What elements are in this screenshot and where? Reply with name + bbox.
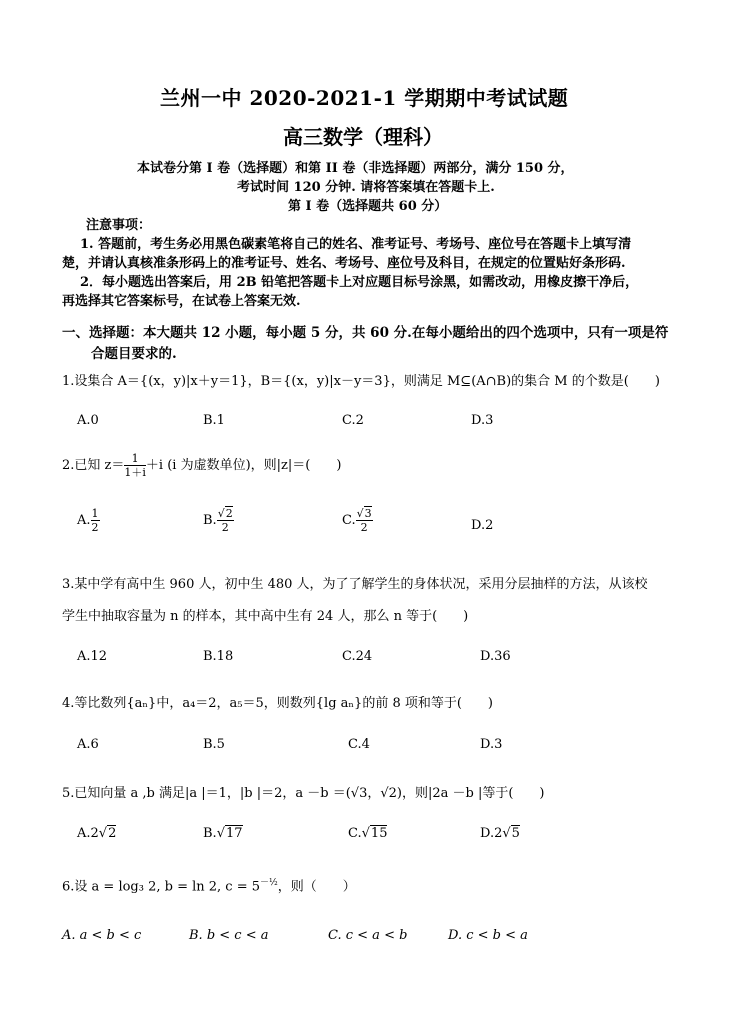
question-2-stem-suffix: ＋i (i 为虚数单位)，则|z|＝( ) — [145, 458, 342, 473]
notice-line-3: 2．每小题选出答案后，用 2B 铅笔把答题卡上对应题目标号涂黑，如需改动，用橡皮擦干净后， — [80, 275, 639, 290]
question-5-option-d: D.2√5 — [480, 826, 520, 841]
question-2-option-c-label: C. — [342, 513, 356, 528]
question-3-line-1: 3.某中学有高中生 960 人，初中生 480 人，为了了解学生的身体状况，采用分层抽样的方法，从该校 — [62, 577, 648, 592]
info-line-2: 考试时间 120 分钟. 请将答案填在答题卡上. — [237, 180, 495, 195]
question-5-option-d-label: D.2 — [480, 826, 503, 841]
info-line-3: 第 I 卷（选择题共 60 分） — [288, 199, 448, 214]
question-2-fraction — [124, 453, 146, 478]
question-4-option-a: A.6 — [77, 737, 99, 752]
question-2-option-a-label: A. — [77, 513, 91, 528]
question-2-option-d: D.2 — [471, 518, 494, 533]
question-5-option-b-label: B. — [203, 826, 217, 841]
question-2-option-b-num: 2 — [225, 507, 233, 520]
question-2-option-b: B. $\frac{√2}{2}$ — [203, 507, 233, 534]
notice-line-2: 楚，并请认真核准条形码上的准考证号、姓名、考场号、座位号及科目，在规定的位置贴好条形码. — [62, 256, 626, 271]
question-2-option-a — [77, 508, 100, 533]
question-5-option-c-rad: 15 — [370, 826, 388, 841]
question-2-fraction-den: 1＋i — [124, 466, 146, 479]
question-5-option-a: A.2√2 — [77, 826, 117, 841]
question-3-option-a: A.12 — [77, 649, 108, 664]
question-1-option-b: B.1 — [203, 413, 225, 428]
question-6-stem-suffix: ，则（ ） — [277, 879, 356, 895]
question-5-stem: 5.已知向量 a ,b 满足|a |＝1，|b |＝2，a －b ＝(√3，√2)，则|2a －b |等于( ) — [62, 786, 545, 801]
question-6-option-b: B. b < c < a — [189, 928, 269, 943]
exam-subtitle: 高三数学（理科） — [283, 125, 443, 149]
question-6-option-a: A. a < b < c — [62, 928, 142, 943]
question-5-option-b-rad: 17 — [225, 826, 243, 841]
question-1-option-d: D.3 — [471, 413, 494, 428]
question-1-option-c: C.2 — [342, 413, 364, 428]
question-6-stem — [62, 875, 356, 894]
question-6-exponent: －½ — [260, 878, 278, 888]
question-6-option-c: C. c < a < b — [328, 928, 408, 943]
question-6-option-d: D. c < b < a — [448, 928, 528, 943]
notice-line-1: 1. 答题前，考生务必用黑色碳素笔将自己的姓名、准考证号、考场号、座位号在答题卡上填写清 — [80, 237, 632, 252]
question-5-option-d-rad: 5 — [511, 826, 520, 841]
question-2-stem-prefix: 2.已知 z＝ — [62, 458, 125, 473]
question-2-fraction-num: 1 — [124, 453, 146, 466]
question-1-option-a: A.0 — [77, 413, 99, 428]
question-5-option-c-label: C. — [348, 826, 362, 841]
question-2-option-c-den: 2 — [360, 521, 368, 534]
question-2-option-b-label: B. — [203, 513, 217, 528]
question-4-stem: 4.等比数列{aₙ}中，a₄＝2，a₅＝5，则数列{lg aₙ}的前 8 项和等于( ) — [62, 696, 493, 711]
question-3-line-2: 学生中抽取容量为 n 的样本，其中高中生有 24 人，那么 n 等于( ) — [62, 609, 469, 624]
question-4-option-d: D.3 — [480, 737, 503, 752]
question-1-stem: 1.设集合 A＝{(x，y)|x＋y＝1}，B＝{(x，y)|x－y＝3}，则满足 M⊆(A∩B)的集合 M 的个数是( ) — [62, 374, 660, 389]
section-heading-line-1: 一、选择题：本大题共 12 小题，每小题 5 分，共 60 分.在每小题给出的四个选项中，只有一项是符 — [62, 325, 669, 341]
question-2-option-c: C. $\frac{√3}{2}$ — [342, 507, 372, 534]
question-6-stem-prefix: 6.设 a = log₃ 2, b = ln 2, c = 5 — [62, 879, 261, 895]
question-4-option-b: B.5 — [203, 737, 225, 752]
question-3-option-d: D.36 — [480, 649, 511, 664]
question-2-option-a-num: 1 — [91, 507, 99, 520]
question-2-option-b-den: 2 — [221, 521, 229, 534]
question-3-option-c: C.24 — [342, 649, 373, 664]
question-5-option-c: C.√15 — [348, 826, 388, 841]
question-2-option-c-num: 3 — [364, 507, 372, 520]
question-5-option-b: B.√17 — [203, 826, 243, 841]
question-5-option-a-rad: 2 — [108, 826, 117, 841]
notice-heading: 注意事项： — [86, 218, 152, 233]
question-5-option-a-label: A.2 — [77, 826, 99, 841]
question-2-stem — [62, 453, 341, 478]
question-4-option-c: C.4 — [348, 737, 370, 752]
question-3-option-b: B.18 — [203, 649, 234, 664]
exam-title: 兰州一中 2020-2021-1 学期期中考试试题 — [160, 86, 569, 110]
info-line-1: 本试卷分第 I 卷（选择题）和第 II 卷（非选择题）两部分，满分 150 分， — [137, 161, 574, 176]
notice-line-4: 再选择其它答案标号，在试卷上答案无效. — [62, 294, 301, 309]
section-heading-line-2: 合题目要求的. — [91, 346, 177, 362]
question-2-option-a-den: 2 — [91, 521, 99, 534]
